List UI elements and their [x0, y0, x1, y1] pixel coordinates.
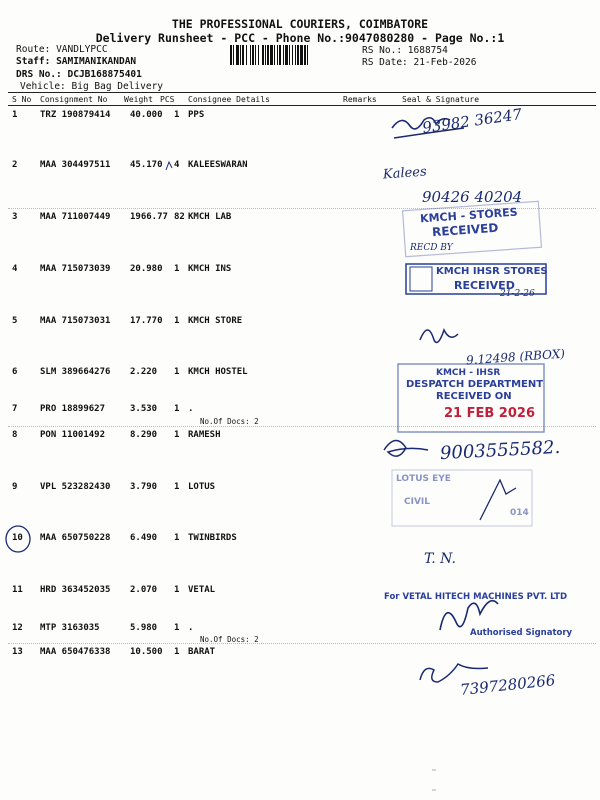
vehicle-label: Vehicle:: [20, 81, 66, 92]
signature-row8: [384, 440, 428, 456]
row-consignee: KMCH INS: [188, 264, 232, 274]
row-weight: 5.980: [130, 623, 158, 633]
row-weight: 17.770: [130, 316, 163, 326]
row-consignee: VETAL: [188, 585, 216, 595]
row-consignee: TWINBIRDS: [188, 533, 237, 543]
row-pcs: 1: [174, 404, 180, 414]
row-consignment: MAA 304497511: [40, 160, 111, 170]
row-pcs: 1: [174, 367, 180, 377]
row-pcs: 1: [174, 316, 180, 326]
rs-no-label: RS No.:: [362, 45, 403, 56]
handwritten-initials-row10: T. N.: [424, 551, 456, 567]
row-consignment: MAA 715073039: [40, 264, 111, 274]
row-pcs: 1: [174, 430, 180, 440]
row-weight: 1966.77: [130, 212, 168, 222]
stamp-lotus-line2: CIVIL: [404, 497, 431, 507]
stamp-despatch-line3: RECEIVED ON: [436, 391, 512, 402]
handwritten-phone-row1: 93982 36247: [421, 105, 523, 137]
stamp-despatch-date: 21 FEB 2026: [444, 406, 535, 421]
row-consignee: RAMESH: [188, 430, 221, 440]
stamp-lotus-line1: LOTUS EYE: [396, 474, 451, 484]
row-weight: 40.000: [130, 110, 163, 120]
route-value: VANDLYPCC: [56, 44, 108, 55]
row-consignment: PRO 18899627: [40, 404, 106, 414]
route-label: Route:: [16, 44, 51, 55]
col-sno: S No: [12, 95, 32, 104]
row-sno: 5: [12, 316, 18, 326]
row-sno: 1: [12, 110, 18, 120]
row-pcs: 1: [174, 585, 180, 595]
row-consignee: KMCH STORE: [188, 316, 243, 326]
handwritten-date-row4: 21-2-26: [500, 289, 535, 299]
row-consignee: .: [188, 404, 194, 414]
row-weight: 3.790: [130, 482, 158, 492]
stamp-kmch-stores-line2: RECEIVED: [431, 220, 499, 240]
row-pcs: 1: [174, 482, 180, 492]
drs-label: DRS No.:: [16, 69, 62, 80]
row-consignment: MAA 650750228: [40, 533, 111, 543]
handwritten-phone-row13: 7397280266: [459, 671, 557, 699]
kmch-ihsr-logo: [410, 267, 432, 291]
staff-label: Staff:: [16, 56, 51, 67]
staff-value: SAMIMANIKANDAN: [56, 56, 137, 67]
row-pcs: 1: [174, 623, 180, 633]
row-sno: 2: [12, 160, 18, 170]
row-weight: 3.530: [130, 404, 158, 414]
stamp-despatch-line2: DESPATCH DEPARTMENT: [406, 379, 544, 390]
row-consignment: MAA 650476338: [40, 647, 111, 657]
col-seal-signature: Seal & Signature: [402, 95, 480, 104]
row-weight: 10.500: [130, 647, 163, 657]
row-consignment: TRZ 190879414: [40, 110, 111, 120]
rs-no-value: 1688754: [407, 45, 448, 56]
row-consignee: KMCH HOSTEL: [188, 367, 248, 377]
row-weight: 2.220: [130, 367, 158, 377]
vehicle-value: Big Bag Delivery: [71, 81, 164, 92]
col-weight: Weight: [124, 95, 153, 104]
faint-mark: [432, 770, 436, 790]
row-consignee: BARAT: [188, 647, 216, 657]
row-sno: 11: [12, 585, 23, 595]
runsheet-subtitle: Delivery Runsheet - PCC - Phone No.:9047080280 - Page No.:1: [95, 31, 505, 45]
row-consignee: PPS: [188, 110, 205, 120]
rs-date-label: RS Date:: [362, 57, 408, 68]
col-pcs: PCS: [160, 95, 175, 104]
row-weight: 45.170: [130, 160, 163, 170]
row-consignment: MTP 3163035: [40, 623, 100, 633]
row-weight: 20.980: [130, 264, 163, 274]
signature-row5: [420, 330, 458, 342]
stamp-kmch-stores-line1: KMCH - STORES: [419, 205, 519, 226]
handwritten-phone-row2: 90426 40204: [422, 188, 523, 206]
row-consignment: MAA 715073031: [40, 316, 111, 326]
stamp-vetal-signatory: Authorised Signatory: [470, 628, 573, 638]
col-remarks: Remarks: [343, 95, 377, 104]
row-sno: 13: [12, 647, 23, 657]
stamp-vetal-company: For VETAL HITECH MACHINES PVT. LTD: [384, 592, 568, 602]
row-consignee: LOTUS: [188, 482, 216, 492]
row-consignment: SLM 389664276: [40, 367, 111, 377]
stamp-kmch-ihsr-line2: RECEIVED: [454, 279, 515, 292]
row-sno: 7: [12, 404, 18, 414]
handwritten-note-row6: 9.12498 (RBOX): [465, 346, 566, 368]
handwritten-recd-row3: RECD BY: [410, 243, 453, 253]
row-pcs: 1: [174, 647, 180, 657]
row-pcs: 82: [174, 212, 185, 222]
row-sno: 10: [12, 533, 23, 543]
rs-date-value: 21-Feb-2026: [413, 57, 477, 68]
signature-row11: [440, 601, 498, 630]
row-docs-count: No.Of Docs: 2: [200, 635, 259, 644]
col-consignee: Consignee Details: [188, 95, 270, 104]
row-weight: 2.070: [130, 585, 158, 595]
row-consignment: PON 11001492: [40, 430, 106, 440]
circle-mark-row10: [6, 526, 30, 552]
stamp-despatch-line1: KMCH - IHSR: [436, 368, 501, 378]
row-pcs: 4: [174, 160, 180, 170]
tick-mark-row2: [166, 162, 172, 170]
row-consignee: KMCH LAB: [188, 212, 232, 222]
row-consignment: MAA 711007449: [40, 212, 111, 222]
row-sno: 12: [12, 623, 23, 633]
row-consignment: HRD 363452035: [40, 585, 111, 595]
row-consignment: VPL 523282430: [40, 482, 111, 492]
drs-value: DCJB168875401: [67, 69, 142, 80]
row-consignee: KALEESWARAN: [188, 160, 248, 170]
row-weight: 6.490: [130, 533, 158, 543]
row-docs-count: No.Of Docs: 2: [200, 417, 259, 426]
row-pcs: 1: [174, 533, 180, 543]
company-title: THE PROFESSIONAL COURIERS, COIMBATORE: [171, 17, 429, 31]
row-sno: 4: [12, 264, 18, 274]
row-sno: 8: [12, 430, 18, 440]
stamp-kmch-ihsr-line1: KMCH IHSR STORES: [436, 266, 548, 277]
row-sno: 6: [12, 367, 18, 377]
row-sno: 3: [12, 212, 18, 222]
handwritten-phone-row8: 9003555582.: [439, 436, 561, 465]
row-sno: 9: [12, 482, 18, 492]
row-pcs: 1: [174, 110, 180, 120]
row-pcs: 1: [174, 264, 180, 274]
col-consignment: Consignment No: [40, 95, 108, 104]
handwritten-name-row2: Kalees: [382, 164, 428, 183]
row-consignee: .: [188, 623, 194, 633]
row-weight: 8.290: [130, 430, 158, 440]
stamp-lotus-line3: 014: [510, 508, 529, 518]
